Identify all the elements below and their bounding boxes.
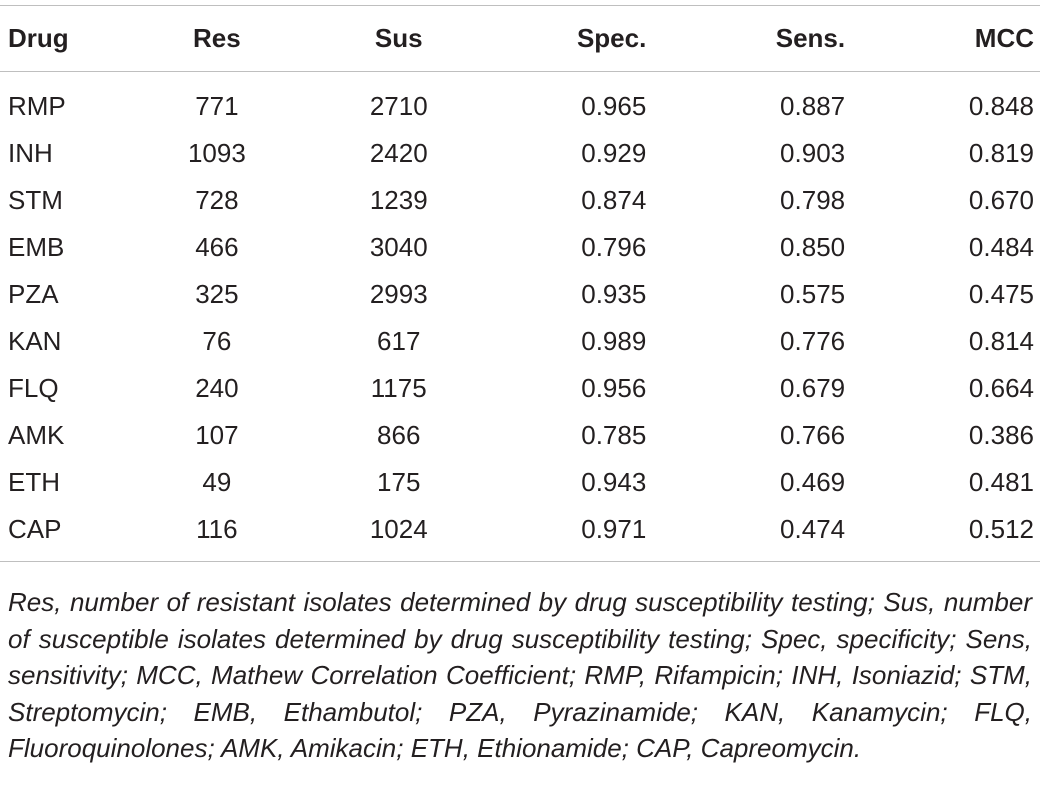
cell-spec: 0.965 xyxy=(581,91,647,121)
cell-sus: 617 xyxy=(377,326,421,356)
cell-drug: ETH xyxy=(8,467,60,497)
cell-drug: STM xyxy=(8,185,63,215)
table-row xyxy=(0,71,1040,130)
cell-sens: 0.850 xyxy=(780,232,846,262)
table-row xyxy=(0,271,1040,318)
cell-sens: 0.469 xyxy=(780,467,846,497)
bottom-rule xyxy=(0,561,1040,562)
header-drug: Drug xyxy=(8,23,69,53)
cell-mcc: 0.475 xyxy=(968,279,1034,309)
cell-sens: 0.776 xyxy=(780,326,846,356)
cell-sens: 0.679 xyxy=(780,373,846,403)
cell-res: 76 xyxy=(202,326,232,356)
drug-performance-table xyxy=(0,5,1040,553)
header-mcc: MCC xyxy=(974,23,1034,53)
cell-mcc: 0.481 xyxy=(968,467,1034,497)
cell-spec: 0.971 xyxy=(581,514,647,544)
cell-sens: 0.575 xyxy=(780,279,846,309)
header-sus: Sus xyxy=(374,23,423,53)
cell-sens: 0.474 xyxy=(780,514,846,544)
cell-res: 325 xyxy=(195,279,239,309)
header-spec: Spec. xyxy=(576,23,647,53)
cell-drug: INH xyxy=(8,138,53,168)
cell-sens: 0.887 xyxy=(780,91,846,121)
table-row xyxy=(0,177,1040,224)
cell-sus: 2710 xyxy=(369,91,428,121)
cell-res: 771 xyxy=(195,91,239,121)
table-row xyxy=(0,365,1040,412)
cell-drug: PZA xyxy=(8,279,59,309)
cell-mcc: 0.819 xyxy=(968,138,1034,168)
cell-drug: KAN xyxy=(8,326,62,356)
cell-spec: 0.874 xyxy=(581,185,647,215)
cell-mcc: 0.512 xyxy=(968,514,1034,544)
table-row xyxy=(0,224,1040,271)
cell-spec: 0.956 xyxy=(581,373,647,403)
cell-drug: AMK xyxy=(8,420,65,450)
cell-res: 107 xyxy=(195,420,239,450)
cell-drug: CAP xyxy=(8,514,62,544)
cell-res: 466 xyxy=(195,232,239,262)
cell-sus: 1024 xyxy=(369,514,428,544)
table-row xyxy=(0,318,1040,365)
cell-sus: 2993 xyxy=(369,279,428,309)
cell-mcc: 0.670 xyxy=(968,185,1034,215)
cell-res: 116 xyxy=(196,514,238,544)
header-sens: Sens. xyxy=(775,23,846,53)
cell-res: 49 xyxy=(202,467,232,497)
cell-mcc: 0.664 xyxy=(968,373,1034,403)
cell-sus: 3040 xyxy=(369,232,428,262)
cell-drug: EMB xyxy=(8,232,65,262)
cell-sus: 1175 xyxy=(370,373,427,403)
cell-mcc: 0.848 xyxy=(968,91,1034,121)
header-res: Res xyxy=(193,23,241,53)
cell-mcc: 0.814 xyxy=(968,326,1034,356)
cell-spec: 0.989 xyxy=(581,326,647,356)
cell-res: 1093 xyxy=(187,138,246,168)
cell-spec: 0.929 xyxy=(581,138,647,168)
table-row xyxy=(0,412,1040,459)
cell-sens: 0.766 xyxy=(780,420,846,450)
cell-sens: 0.798 xyxy=(780,185,846,215)
cell-mcc: 0.386 xyxy=(968,420,1034,450)
header-row xyxy=(0,5,1040,71)
cell-spec: 0.785 xyxy=(581,420,647,450)
cell-res: 240 xyxy=(195,373,239,403)
cell-mcc: 0.484 xyxy=(968,232,1034,262)
table-row xyxy=(0,459,1040,506)
table-footnote: Res, number of resistant isolates determined by drug susceptibility testing; Sus, number of susceptible isolates determined by drug susceptibility testing; Spec, specificity; Sens, sensitivity; MCC, Mathew Correlation Coefficient; RMP, Rifampicin; INH, Isoniazid; STM, Streptomycin; EMB, Ethambutol; PZA, Pyrazinamide; KAN, Kanamycin; FLQ, Fluoroquinolones; AMK, Amikacin; ETH, Ethionamide; CAP, Capreomycin. xyxy=(8,587,1032,763)
cell-spec: 0.943 xyxy=(581,467,647,497)
table-row xyxy=(0,130,1040,177)
cell-sus: 2420 xyxy=(369,138,428,168)
cell-drug: RMP xyxy=(8,91,66,121)
cell-spec: 0.796 xyxy=(581,232,647,262)
cell-sus: 175 xyxy=(377,467,421,497)
table-row xyxy=(0,506,1040,553)
cell-spec: 0.935 xyxy=(581,279,647,309)
cell-sus: 866 xyxy=(377,420,421,450)
cell-sus: 1239 xyxy=(369,185,428,215)
cell-res: 728 xyxy=(195,185,239,215)
cell-sens: 0.903 xyxy=(780,138,846,168)
cell-drug: FLQ xyxy=(8,373,59,403)
